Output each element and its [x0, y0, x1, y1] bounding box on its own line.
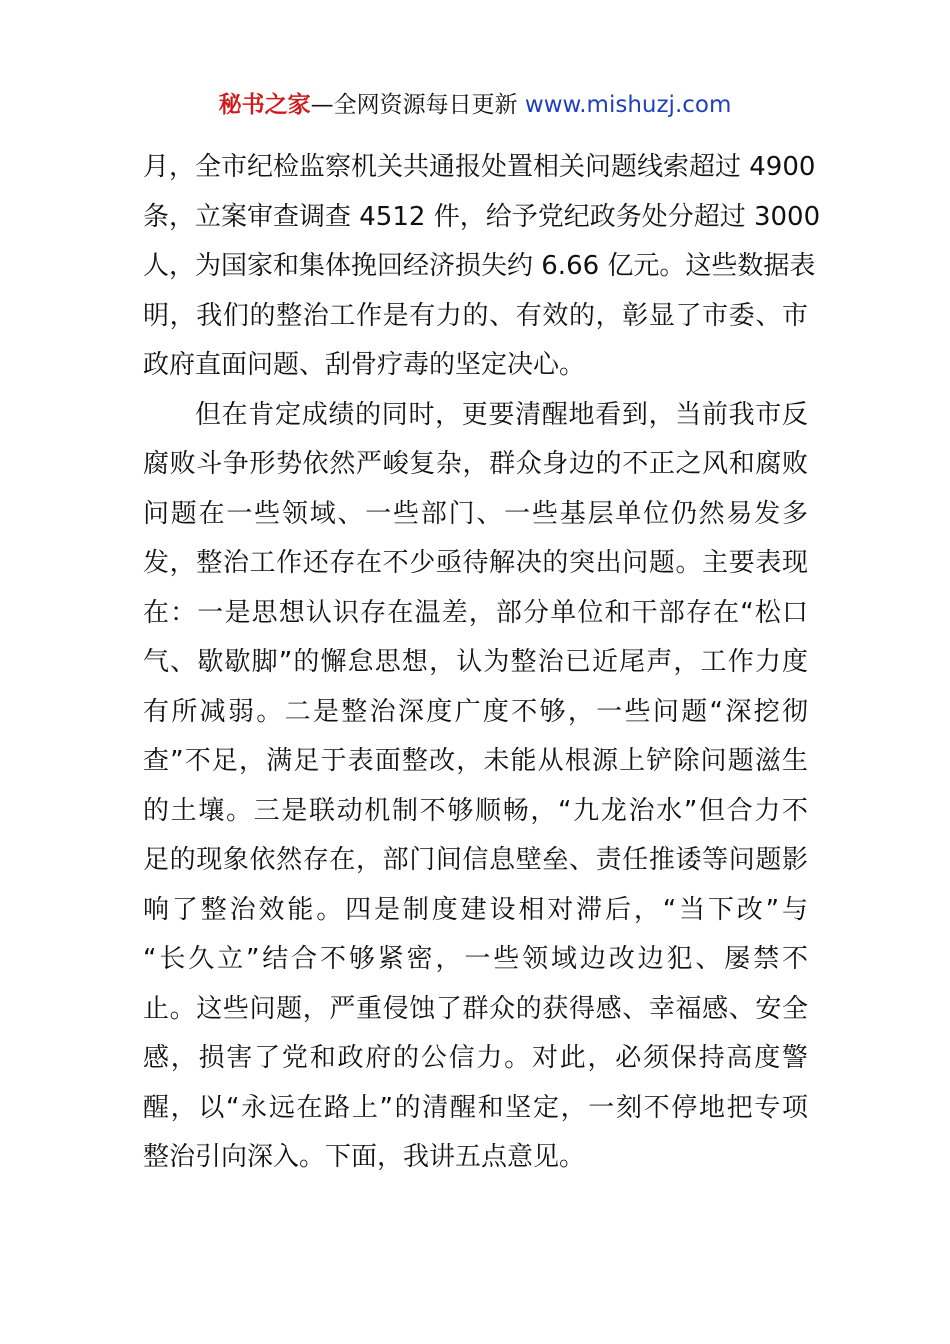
text-line: 醒，以“永远在路上”的清醒和坚定，一刻不停地把专项 [143, 1092, 808, 1123]
text-line: 腐败斗争形势依然严峻复杂，群众身边的不正之风和腐败 [143, 449, 808, 479]
text-line: 感，损害了党和政府的公信力。对此，必须保持高度警 [143, 1043, 808, 1073]
site-tagline: —全网资源每日更新 [310, 92, 518, 118]
text-line: 政府直面问题、刮骨疗毒的坚定决心。 [143, 350, 586, 380]
text-line: 的土壤。三是联动机制不够顺畅，“九龙治水”但合力不 [143, 795, 808, 826]
text-line: 气、歇歇脚”的懈怠思想，认为整治已近尾声，工作力度 [143, 647, 808, 677]
text-line: 明，我们的整治工作是有力的、有效的，彰显了市委、市 [143, 300, 808, 331]
site-url-link[interactable]: www.mishuzj.com [524, 92, 732, 118]
text-line: 有所减弱。二是整治深度广度不够，一些问题“深挖彻 [143, 696, 808, 727]
site-brand: 秘书之家 [218, 92, 311, 118]
text-line: 条，立案审查调查 4512 件，给予党纪政务处分超过 3000 [143, 201, 821, 232]
text-line: 人，为国家和集体挽回经济损失约 6.66 亿元。这些数据表 [143, 251, 816, 281]
text-line: “长久立”结合不够紧密，一些领域边改边犯、屡禁不 [143, 944, 808, 974]
text-line: 在：一是思想认识存在温差，部分单位和干部存在“松口 [143, 597, 808, 628]
text-line: 但在肯定成绩的同时，更要清醒地看到，当前我市反 [195, 399, 808, 430]
text-line: 月，全市纪检监察机关共通报处置相关问题线索超过 4900 [143, 152, 816, 182]
text-line: 整治引向深入。下面，我讲五点意见。 [143, 1142, 586, 1172]
text-line: 足的现象依然存在，部门间信息壁垒、责任推诿等问题影 [143, 845, 808, 875]
document-body [143, 143, 821, 1183]
page-header [0, 88, 950, 122]
text-line: 发，整治工作还存在不少亟待解决的突出问题。主要表现 [143, 548, 808, 578]
text-line: 查”不足，满足于表面整改，未能从根源上铲除问题滋生 [143, 746, 808, 776]
text-line: 响了整治效能。四是制度建设相对滞后，“当下改”与 [143, 894, 808, 925]
text-line: 止。这些问题，严重侵蚀了群众的获得感、幸福感、安全 [143, 993, 808, 1024]
text-line: 问题在一些领域、一些部门、一些基层单位仍然易发多 [143, 498, 808, 529]
